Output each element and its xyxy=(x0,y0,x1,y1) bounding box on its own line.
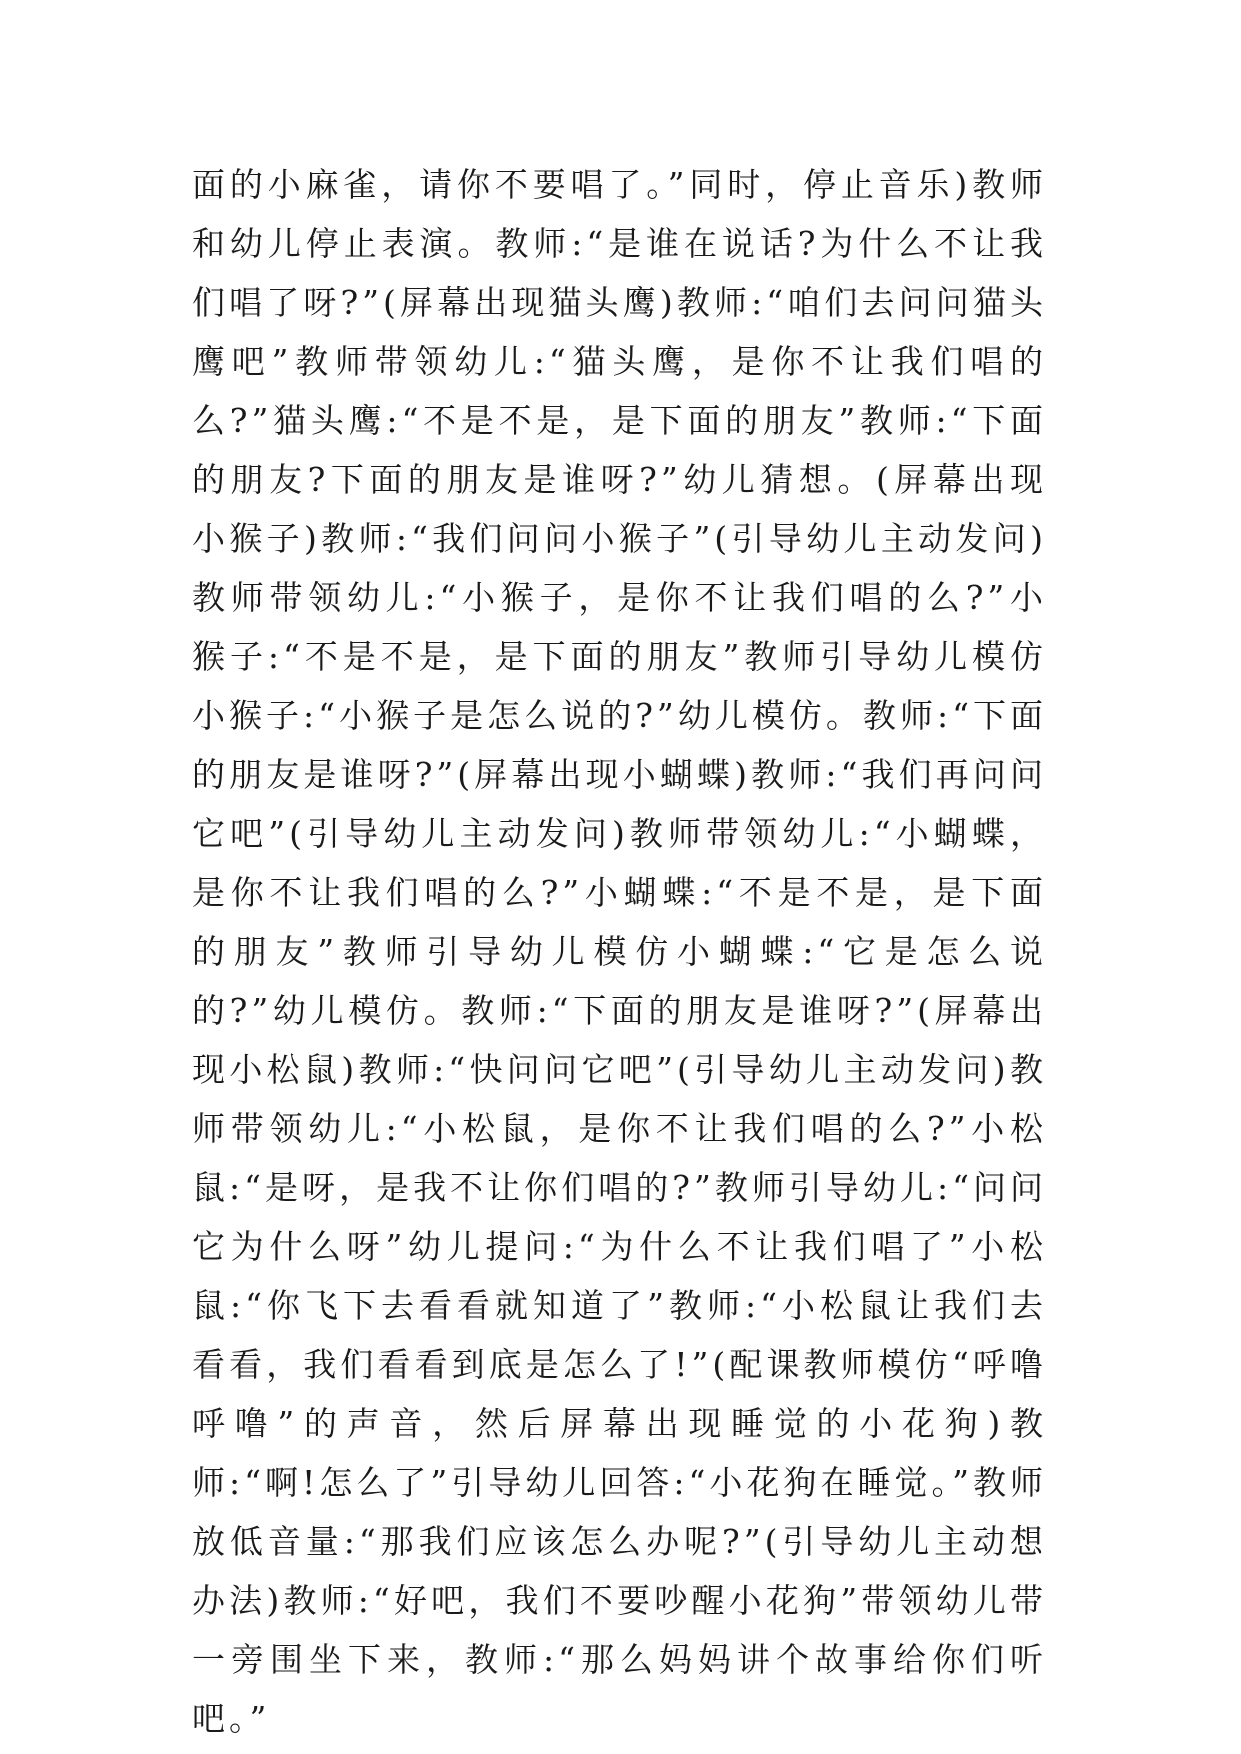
body-paragraph: 面的小麻雀，请你不要唱了。”同时，停止音乐)教师和幼儿停止表演。教师:“是谁在说话?为什么不让我们唱了呀?”(屏幕出现猫头鹰)教师:“咱们去问问猫头鹰吧”教师带领幼儿:“猫头鹰，是你不让我们唱的么?”猫头鹰:“不是不是，是下面的朋友”教师:“下面的朋友?下面的朋友是谁呀?”幼儿猜想。(屏幕出现小猴子)教师:“我们问问小猴子”(引导幼儿主动发问)教师带领幼儿:“小猴子，是你不让我们唱的么?”小猴子:“不是不是，是下面的朋友”教师引导幼儿模仿小猴子:“小猴子是怎么说的?”幼儿模仿。教师:“下面的朋友是谁呀?”(屏幕出现小蝴蝶)教师:“我们再问问它吧”(引导幼儿主动发问)教师带领幼儿:“小蝴蝶，是你不让我们唱的么?”小蝴蝶:“不是不是，是下面的朋友”教师引导幼儿模仿小蝴蝶:“它是怎么说的?”幼儿模仿。教师:“下面的朋友是谁呀?”(屏幕出现小松鼠)教师:“快问问它吧”(引导幼儿主动发问)教师带领幼儿:“小松鼠，是你不让我们唱的么?”小松鼠:“是呀，是我不让你们唱的?”教师引导幼儿:“问问它为什么呀”幼儿提问:“为什么不让我们唱了”小松鼠:“你飞下去看看就知道了”教师:“小松鼠让我们去看看，我们看看到底是怎么了!”(配课教师模仿“呼噜呼噜”的声音，然后屏幕出现睡觉的小花狗)教师:“啊!怎么了”引导幼儿回答:“小花狗在睡觉。”教师放低音量:“那我们应该怎么办呢?”(引导幼儿主动想办法)教师:“好吧，我们不要吵醒小花狗”带领幼儿带一旁围坐下来，教师:“那么妈妈讲个故事给你们听吧。” xyxy=(192,165,1047,1738)
